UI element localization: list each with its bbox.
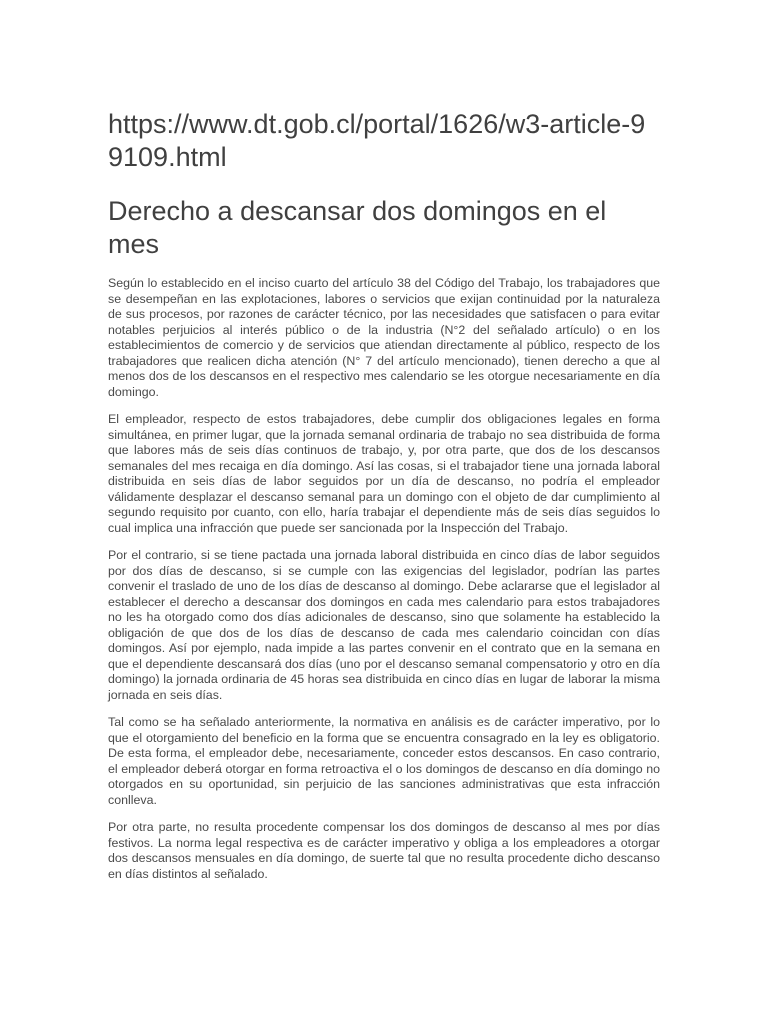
paragraph-5: Por otra parte, no resulta procedente compensar los dos domingos de descanso al mes por días festivos. La norma legal respectiva es de carácter imperativo y obliga a los empleadores a otorgar dos descansos mensuales en día domingo, de suerte tal que no resulta procedente dicho descanso en días distintos al señalado. xyxy=(108,820,660,881)
article-title: Derecho a descansar dos domingos en el mes xyxy=(108,196,607,259)
document-page xyxy=(108,108,660,894)
paragraph-2: El empleador, respecto de estos trabajadores, debe cumplir dos obligaciones legales en forma simultánea, en primer lugar, que la jornada semanal ordinaria de trabajo no sea distribuida de forma que labores más de seis días continuos de trabajo, y, por otra parte, que dos de los descansos semanales del mes recaiga en día domingo. Así las cosas, si el trabajador tiene una jornada laboral distribuida en seis días de labor seguidos por un día de descanso, no podría el empleador válidamente desplazar el descanso semanal para un domingo con el objeto de dar cumplimiento al segundo requisito por cuanto, con ello, haría trabajar el dependiente más de seis días seguidos lo cual implica una infracción que puede ser sancionada por la Inspección del Trabajo. xyxy=(108,412,660,535)
paragraph-3: Por el contrario, si se tiene pactada una jornada laboral distribuida en cinco días de labor seguidos por dos días de descanso, si se cumple con las exigencias del legislador, podrían las partes convenir el traslado de uno de los días de descanso al domingo. Debe aclararse que el legislador al establecer el derecho a descansar dos domingos en cada mes calendario para estos trabajadores no les ha otorgado como dos días adicionales de descanso, sino que solamente ha establecido la obligación de que dos de los días de descanso de cada mes calendario coincidan con días domingos. Así por ejemplo, nada impide a las partes convenir en el contrato que en la semana en que el dependiente descansará dos días (uno por el descanso semanal compensatorio y otro en día domingo) la jornada ordinaria de 45 horas sea distribuida en cinco días en lugar de laborar la misma jornada en seis días. xyxy=(108,548,660,702)
paragraph-4: Tal como se ha señalado anteriormente, la normativa en análisis es de carácter imperativo, por lo que el otorgamiento del beneficio en la forma que se encuentra consagrado en la ley es obligatorio. De esta forma, el empleador debe, necesariamente, conceder estos descansos. En caso contrario, el empleador deberá otorgar en forma retroactiva el o los domingos de descanso en día domingo no otorgados en su oportunidad, sin perjuicio de las sanciones administrativas que esta infracción conlleva. xyxy=(108,715,660,807)
url-heading: https://www.dt.gob.cl/portal/1626/w3-article-99109.html xyxy=(108,109,646,172)
paragraph-1: Según lo establecido en el inciso cuarto del artículo 38 del Código del Trabajo, los trabajadores que se desempeñan en las explotaciones, labores o servicios que exijan continuidad por la naturaleza de sus procesos, por razones de carácter técnico, por las necesidades que satisfacen o para evitar notables perjuicios al interés público o de la industria (N°2 del señalado artículo) o en los establecimientos de comercio y de servicios que atiendan directamente al público, respecto de los trabajadores que realicen dicha atención (N° 7 del artículo mencionado), tienen derecho a que al menos dos de los descansos en el respectivo mes calendario se les otorgue necesariamente en día domingo. xyxy=(108,276,660,399)
